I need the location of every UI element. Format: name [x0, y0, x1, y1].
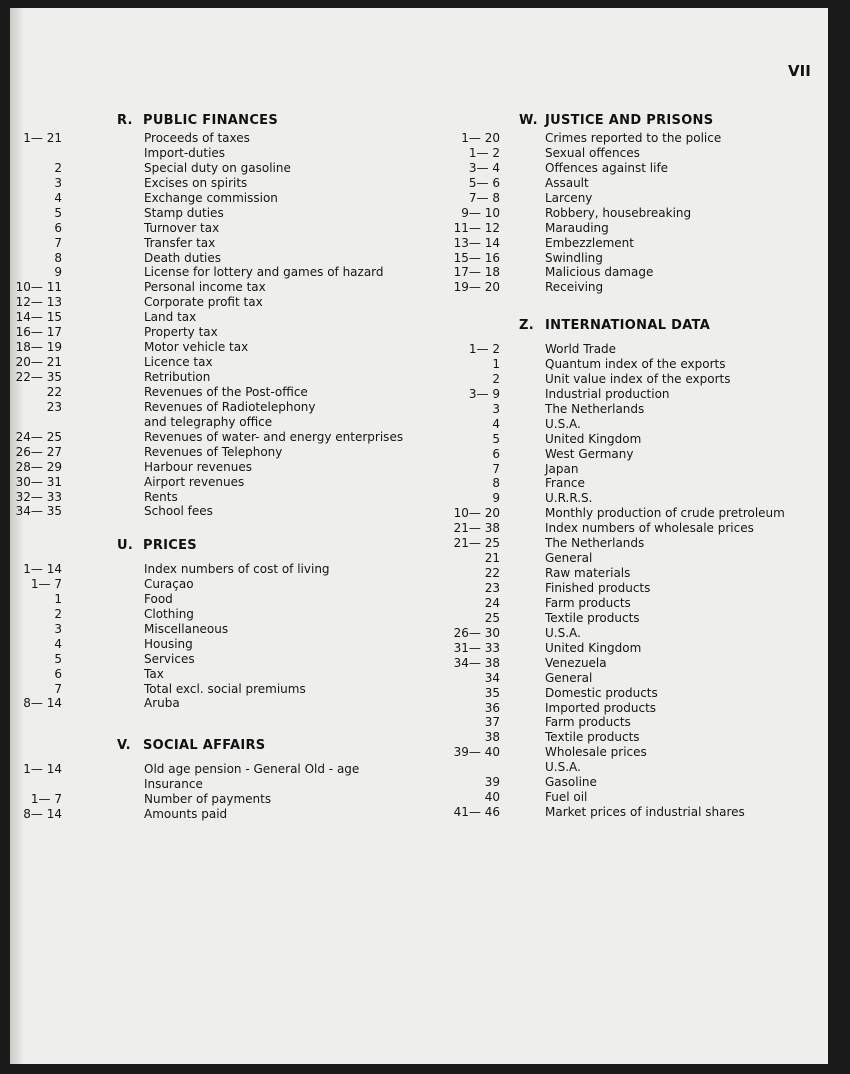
- section-heading: [519, 316, 710, 336]
- list-item: [10, 265, 713, 280]
- list-item: [10, 641, 710, 656]
- table-number-range: 8: [54, 250, 62, 265]
- list-item: [10, 730, 710, 745]
- list-item: [10, 206, 713, 221]
- table-title: Old age pension - General Old - age: [144, 762, 360, 776]
- table-title: Import-duties: [144, 145, 226, 160]
- section-title: SOCIAL AFFAIRS: [143, 738, 266, 753]
- table-title: Offences against life: [545, 160, 669, 175]
- section-letter: W.: [519, 113, 538, 128]
- table-number-range: 6: [492, 446, 500, 461]
- table-title: Retribution: [144, 370, 211, 384]
- table-title: Crimes reported to the police: [545, 131, 722, 145]
- table-title: and telegraphy office: [144, 414, 273, 429]
- table-title: Industrial production: [545, 386, 670, 401]
- section-title: PUBLIC FINANCES: [143, 113, 279, 128]
- table-number-range: 1— 20: [461, 131, 500, 145]
- section-letter: Z.: [519, 318, 534, 333]
- table-title: Airport revenues: [144, 474, 245, 489]
- list-item: [10, 371, 731, 387]
- table-number-range: 1— 2: [468, 342, 500, 356]
- table-title: Clothing: [144, 606, 194, 621]
- table-title: Housing: [144, 636, 193, 651]
- table-number-range: 9— 10: [461, 205, 500, 220]
- table-title: Revenues of Radiotelephony: [144, 399, 316, 414]
- table-number-range: 3— 4: [468, 160, 500, 175]
- table-number-range: 26— 30: [453, 625, 500, 640]
- list-item: [10, 476, 710, 491]
- table-title: Malicious damage: [545, 265, 654, 280]
- table-number-range: 32— 33: [15, 489, 62, 504]
- table-number-range: 21: [484, 551, 500, 566]
- table-number-range: 23: [46, 399, 62, 414]
- section-title: PRICES: [143, 538, 197, 553]
- table-number-range: 21— 38: [453, 521, 500, 536]
- table-title: Marauding: [545, 220, 609, 235]
- table-number-range: 35: [484, 685, 500, 700]
- table-title: United Kingdom: [545, 640, 642, 655]
- table-number-range: 3: [54, 621, 62, 636]
- list-item: [10, 444, 710, 462]
- table-title: Receiving: [545, 280, 604, 295]
- table-number-range: 7— 8: [468, 190, 500, 205]
- list-item: [10, 491, 710, 506]
- table-title: U.R.R.S.: [545, 491, 593, 506]
- table-number-range: 13— 14: [453, 235, 500, 250]
- table-number-range: 5— 6: [468, 175, 500, 190]
- table-number-range: 1— 7: [30, 576, 62, 591]
- table-title: Gasoline: [545, 775, 597, 790]
- list-item: [10, 356, 726, 372]
- list-item: [10, 581, 710, 596]
- table-title: Food: [144, 591, 173, 606]
- table-title: Services: [144, 651, 195, 666]
- table-number-range: 25: [484, 610, 500, 625]
- section-heading: [519, 111, 713, 131]
- table-title: General: [545, 670, 593, 685]
- table-title: Revenues of water- and energy enterprises: [144, 429, 404, 444]
- table-number-range: 10— 20: [453, 506, 500, 521]
- table-number-range: 10— 11: [15, 280, 62, 295]
- table-title: Imported products: [545, 700, 657, 715]
- table-number-range: 7: [54, 681, 62, 696]
- table-title: Farm products: [545, 715, 631, 730]
- table-number-range: 21— 25: [453, 536, 500, 551]
- table-title: Embezzlement: [545, 235, 634, 250]
- list-item: [10, 161, 713, 176]
- table-number-range: 4: [492, 416, 500, 431]
- table-number-range: 1— 2: [468, 145, 500, 160]
- section-international-data: [10, 316, 785, 820]
- list-item: [10, 626, 710, 641]
- table-number-range: 17— 18: [453, 265, 500, 280]
- table-number-range: 26— 27: [15, 444, 62, 459]
- table-title: Raw materials: [545, 566, 631, 581]
- table-number-range: 1: [54, 591, 62, 606]
- table-title: Harbour revenues: [144, 459, 253, 474]
- section-title: INTERNATIONAL DATA: [545, 318, 711, 333]
- list-item: [10, 221, 713, 236]
- table-title: United Kingdom: [545, 431, 642, 446]
- table-number-range: 4: [54, 636, 62, 651]
- table-title: Transfer tax: [144, 235, 216, 250]
- table-number-range: 6: [54, 666, 62, 681]
- table-title: Turnover tax: [144, 220, 220, 235]
- table-number-range: 30— 31: [15, 474, 62, 489]
- table-title: West Germany: [545, 446, 634, 461]
- list-item: [10, 414, 710, 432]
- table-number-range: 12— 13: [15, 295, 62, 310]
- list-item: [10, 342, 710, 357]
- table-number-range: 8— 14: [23, 806, 62, 821]
- section-letter: V.: [117, 738, 131, 753]
- table-title: U.S.A.: [545, 625, 581, 640]
- list-item: [10, 176, 713, 191]
- table-title: France: [545, 476, 585, 491]
- table-title: Curaçao: [144, 576, 194, 591]
- table-title: World Trade: [545, 342, 617, 356]
- table-number-range: 39— 40: [453, 745, 500, 760]
- list-item: [10, 790, 710, 805]
- table-number-range: 22: [484, 566, 500, 581]
- list-item: [10, 715, 710, 730]
- table-number-range: 40: [484, 790, 500, 805]
- list-item: [10, 146, 713, 161]
- table-title: Personal income tax: [144, 280, 266, 295]
- table-title: The Netherlands: [545, 401, 645, 416]
- list-item: [10, 399, 710, 417]
- table-number-range: 24: [484, 595, 500, 610]
- list-item: [10, 384, 710, 402]
- table-title: Quantum index of the exports: [545, 356, 726, 371]
- list-item: [10, 536, 710, 551]
- list-item: [10, 566, 710, 581]
- table-title: Property tax: [144, 325, 218, 340]
- table-number-range: 28— 29: [15, 459, 62, 474]
- table-title: Amounts paid: [144, 806, 228, 821]
- table-number-range: 9: [54, 265, 62, 280]
- table-number-range: 1— 14: [23, 762, 62, 776]
- table-number-range: 38: [484, 730, 500, 745]
- table-number-range: 3— 9: [468, 386, 500, 401]
- list-item: [10, 805, 745, 820]
- table-number-range: 2: [54, 606, 62, 621]
- table-title: Miscellaneous: [144, 621, 229, 636]
- list-item: [10, 686, 710, 701]
- table-title: Unit value index of the exports: [545, 371, 731, 386]
- section-justice-and-prisons: [10, 111, 722, 295]
- table-title: General: [545, 551, 593, 566]
- table-number-range: 5: [54, 651, 62, 666]
- table-title: Finished products: [545, 581, 651, 595]
- section-title: JUSTICE AND PRISONS: [545, 113, 714, 128]
- table-title: Motor vehicle tax: [144, 340, 249, 355]
- table-title: Stamp duties: [144, 205, 224, 220]
- list-item: [10, 506, 785, 521]
- table-title: Licence tax: [144, 355, 213, 370]
- table-number-range: 1— 7: [30, 791, 62, 806]
- list-item: [10, 280, 713, 295]
- table-number-range: 1: [492, 356, 500, 371]
- table-number-range: 23: [484, 581, 500, 595]
- table-number-range: 34— 38: [453, 655, 500, 670]
- table-number-range: 20— 21: [15, 355, 62, 370]
- table-title: Revenues of the Post-office: [144, 384, 308, 399]
- table-number-range: 41— 46: [453, 805, 500, 820]
- list-item: [10, 521, 754, 536]
- table-title: Venezuela: [545, 655, 607, 670]
- table-title: Exchange commission: [144, 190, 278, 205]
- list-item: [10, 429, 710, 447]
- table-title: Farm products: [545, 595, 631, 610]
- table-number-range: 18— 19: [15, 340, 62, 355]
- table-title: Excises on spirits: [144, 175, 248, 190]
- table-number-range: 34: [484, 670, 500, 685]
- list-item: [10, 656, 710, 671]
- table-title: U.S.A.: [545, 416, 581, 431]
- list-item: [10, 459, 710, 477]
- table-number-range: 2: [492, 371, 500, 386]
- table-number-range: 19— 20: [453, 280, 500, 295]
- list-item: [10, 701, 710, 716]
- table-title: Market prices of industrial shares: [545, 805, 745, 820]
- table-number-range: 9: [492, 491, 500, 506]
- table-title: Aruba: [144, 696, 180, 711]
- table-title: School fees: [144, 504, 213, 519]
- table-title: Domestic products: [545, 685, 658, 700]
- table-title: Wholesale prices: [545, 745, 647, 760]
- table-title: Textile products: [545, 610, 640, 625]
- table-number-range: 6: [54, 220, 62, 235]
- list-item: [10, 775, 710, 790]
- table-title: Japan: [545, 461, 579, 476]
- table-number-range: 5: [54, 205, 62, 220]
- table-title: Death duties: [144, 250, 221, 265]
- table-number-range: 15— 16: [453, 250, 500, 265]
- table-number-range: 2: [54, 160, 62, 175]
- table-number-range: 1— 21: [23, 131, 62, 145]
- table-number-range: 31— 33: [453, 640, 500, 655]
- table-number-range: 37: [484, 715, 500, 730]
- table-title: Number of payments: [144, 791, 272, 806]
- table-title: Insurance: [144, 776, 203, 791]
- list-item: [10, 191, 713, 206]
- table-number-range: 22: [46, 384, 62, 399]
- list-item: [10, 295, 263, 310]
- page-number: VII: [788, 62, 811, 80]
- table-number-range: 1— 14: [23, 562, 62, 576]
- table-title: The Netherlands: [545, 536, 645, 551]
- document-page: [10, 8, 828, 1064]
- table-number-range: 39: [484, 775, 500, 790]
- table-title: Index numbers of wholesale prices: [545, 521, 754, 536]
- table-number-range: 34— 35: [15, 504, 62, 519]
- list-item: [10, 745, 710, 760]
- table-number-range: 3: [54, 175, 62, 190]
- table-title: Fuel oil: [545, 790, 588, 805]
- table-title: Corporate profit tax: [144, 295, 263, 310]
- table-title: Land tax: [144, 310, 197, 325]
- table-title: License for lottery and games of hazard: [144, 265, 384, 280]
- list-item: [10, 131, 722, 146]
- table-title: Index numbers of cost of living: [144, 562, 330, 576]
- table-title: Monthly production of crude pretroleum: [545, 506, 785, 521]
- table-number-range: 8— 14: [23, 696, 62, 711]
- list-item: [10, 671, 710, 686]
- table-title: Rents: [144, 489, 178, 504]
- table-number-range: 22— 35: [15, 370, 62, 384]
- table-number-range: 8: [492, 476, 500, 491]
- table-number-range: 4: [54, 190, 62, 205]
- table-number-range: 24— 25: [15, 429, 62, 444]
- list-item: [10, 611, 710, 626]
- table-title: Robbery, housebreaking: [545, 205, 692, 220]
- table-title: U.S.A.: [545, 760, 581, 775]
- table-title: Sexual offences: [545, 145, 640, 160]
- table-number-range: 7: [492, 461, 500, 476]
- table-number-range: 16— 17: [15, 325, 62, 340]
- list-item: [10, 251, 713, 266]
- table-title: Larceny: [545, 190, 593, 205]
- list-item: [10, 596, 710, 611]
- table-number-range: 36: [484, 700, 500, 715]
- table-number-range: 11— 12: [453, 220, 500, 235]
- list-item: [10, 236, 713, 251]
- table-title: Proceeds of taxes: [144, 131, 250, 145]
- section-letter: R.: [117, 113, 133, 128]
- table-title: Special duty on gasoline: [144, 160, 291, 175]
- table-title: Total excl. social premiums: [144, 681, 306, 696]
- table-number-range: 5: [492, 431, 500, 446]
- table-title: Assault: [545, 175, 589, 190]
- table-title: Swindling: [545, 250, 603, 265]
- list-item: [10, 760, 710, 775]
- table-title: Revenues of Telephony: [144, 444, 283, 459]
- list-item: [10, 551, 710, 566]
- table-number-range: 7: [54, 235, 62, 250]
- section-letter: U.: [117, 538, 134, 553]
- table-title: Textile products: [545, 730, 640, 745]
- table-number-range: 14— 15: [15, 310, 62, 325]
- table-number-range: 3: [492, 401, 500, 416]
- table-title: Tax: [144, 666, 164, 681]
